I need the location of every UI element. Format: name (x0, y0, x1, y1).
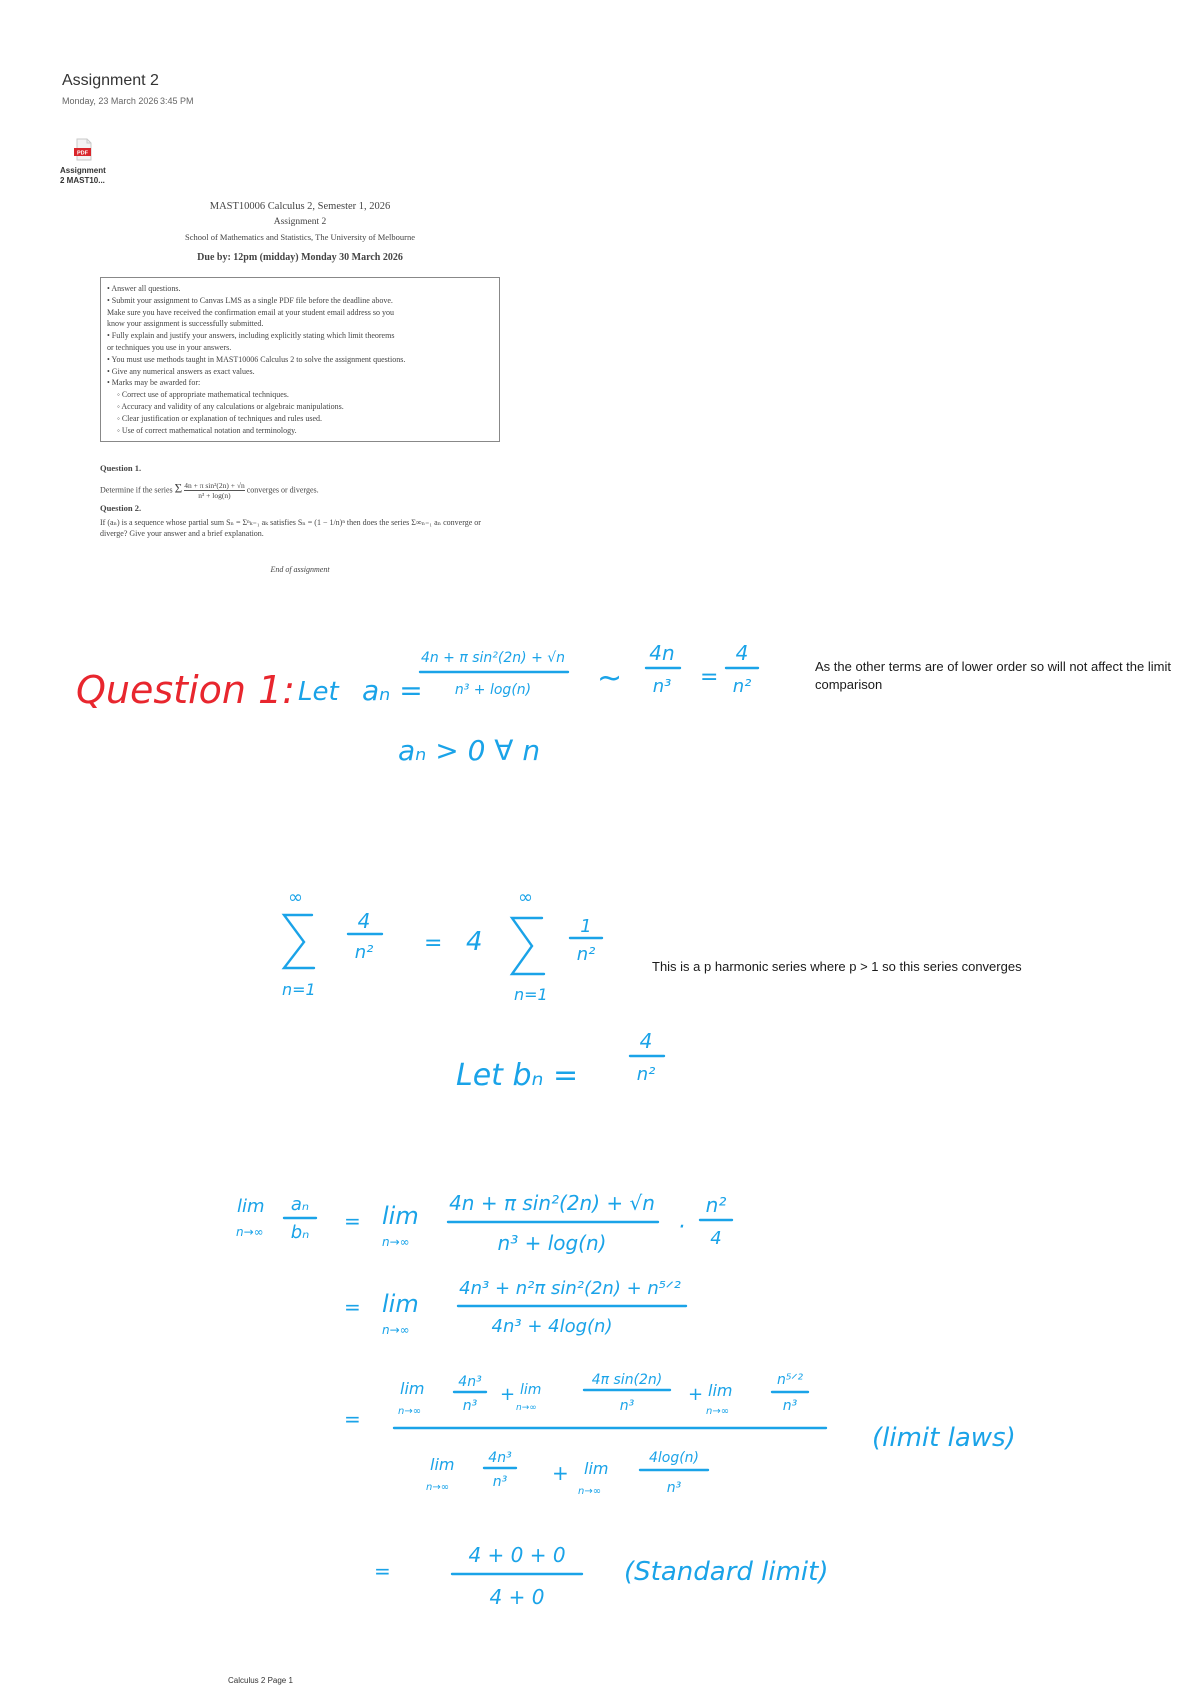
page-date: Monday, 23 March 2026 (62, 96, 159, 106)
pdf-q1-suffix: converges or diverges. (246, 485, 319, 495)
pdf-instruction: • Answer all questions. (107, 284, 181, 293)
let-b-n-numerator: 4 (639, 1029, 653, 1053)
step1-numerator: 4n + π sin²(2n) + √n (449, 1191, 655, 1215)
b-n-denominator: n² (732, 676, 752, 697)
final-equals: = (374, 1559, 391, 1583)
pdf-question1-heading: Question 1. (100, 463, 142, 473)
b-n-numerator: 4 (735, 641, 749, 665)
step2-equals: = (344, 1295, 361, 1319)
pdf-instruction: know your assignment is successfully submitted. (107, 319, 264, 329)
page-time: 3:45 PM (160, 96, 194, 106)
step2-lim-subscript: n→∞ (382, 1323, 410, 1337)
sum-coefficient: 4 (466, 927, 483, 957)
pdf-instruction: • Submit your assignment to Canvas LMS as a single PDF file before the deadline above. (107, 295, 393, 305)
step1-denominator: n³ + log(n) (497, 1231, 607, 1255)
step1-factor-numerator: n² (705, 1193, 727, 1217)
t3-numerator: n⁵ᐟ² (776, 1372, 804, 1388)
step2-lim: lim (382, 1290, 419, 1318)
b2-denominator: n³ (666, 1480, 682, 1496)
page-title: Assignment 2 (62, 72, 159, 89)
multiply-dot: · (678, 1215, 685, 1240)
b1-lim: lim (430, 1455, 455, 1474)
limit-laws-note: (limit laws) (872, 1423, 1016, 1453)
a-n-numerator: 4n + π sin²(2n) + √n (420, 650, 566, 666)
attachment-name-line2: 2 MAST10... (60, 176, 105, 185)
sum2-upper-limit: ∞ (518, 887, 533, 908)
pdf-q1-prefix: Determine if the series (100, 485, 173, 495)
final-numerator: 4 + 0 + 0 (468, 1543, 566, 1567)
limit1-equals: = (344, 1209, 361, 1233)
pdf-instruction: Make sure you have received the confirmation email at your student email address so you (107, 307, 395, 317)
limit2-subscript: n→∞ (382, 1235, 410, 1249)
step2-denominator: 4n³ + 4log(n) (491, 1316, 613, 1337)
b2-lim: lim (584, 1459, 609, 1478)
sum2-lower-limit: n=1 (514, 985, 548, 1004)
approx-symbol: ~ (597, 661, 623, 696)
let-b-n-denominator: n² (636, 1064, 656, 1085)
t-plus-2: + (688, 1384, 704, 1405)
pdf-instruction: • Fully explain and justify your answers, including explicitly stating which limit theorems (107, 331, 395, 341)
b-plus: + (552, 1461, 569, 1485)
t3-lim-sub: n→∞ (706, 1406, 730, 1417)
ratio-numerator: aₙ (290, 1194, 310, 1215)
step2-numerator: 4n³ + n²π sin²(2n) + n⁵ᐟ² (459, 1278, 681, 1299)
sum2-sigma (512, 918, 544, 974)
attachment-name-line1: Assignment (60, 166, 106, 175)
equals-sign: = (700, 665, 719, 690)
t3-denominator: n³ (782, 1398, 798, 1414)
step1-factor-denominator: 4 (710, 1228, 722, 1249)
standard-limit-note: (Standard limit) (624, 1557, 829, 1587)
sum2-numerator: 1 (580, 916, 592, 937)
sum2-denominator: n² (576, 944, 596, 965)
sum-equals-sign: = (424, 931, 443, 956)
t1-denominator: n³ (462, 1398, 478, 1414)
pdf-question1: Determine if the series Σ $\frac{\text{4n + π sin²(2n) + √n}}{\text{n³ + log(n)}}$ converges or diverges. (100, 480, 319, 500)
sum1-denominator: n² (354, 942, 374, 963)
pdf-question2-heading: Question 2. (100, 503, 142, 513)
pdf-badge-label: PDF (77, 150, 88, 157)
pdf-q1-denominator: n³ + log(n) (198, 491, 231, 500)
t1-numerator: 4n³ (458, 1374, 482, 1390)
t2-numerator: 4π sin(2n) (591, 1372, 663, 1388)
t-plus-1: + (500, 1384, 516, 1405)
pdf-due-date: Due by: 12pm (midday) Monday 30 March 2026 (197, 252, 403, 263)
pdf-q1-numerator: 4n + π sin²(2n) + √n (184, 481, 245, 490)
sum1-numerator: 4 (357, 909, 371, 933)
sum1-upper-limit: ∞ (288, 887, 303, 908)
t2-lim-sub: n→∞ (516, 1403, 537, 1413)
t1-lim: lim (400, 1379, 425, 1398)
let-b-n: Let bₙ = (456, 1058, 579, 1093)
pdf-instruction: ◦ Correct use of appropriate mathematical techniques. (117, 390, 289, 400)
t1-lim-sub: n→∞ (398, 1406, 422, 1417)
a-n-denominator: n³ + log(n) (454, 682, 532, 698)
positivity-statement: aₙ > 0 ∀ n (398, 734, 541, 767)
t2-denominator: n³ (619, 1398, 635, 1414)
sum1-lower-limit: n=1 (282, 980, 316, 999)
final-denominator: 4 + 0 (489, 1585, 545, 1609)
a-n-symbol: aₙ = (362, 674, 423, 707)
pdf-instruction: ◦ Accuracy and validity of any calculations or algebraic manipulations. (117, 401, 344, 411)
question1-label: Question 1: (76, 668, 296, 712)
pdf-instruction: ◦ Use of correct mathematical notation and terminology. (117, 425, 297, 435)
approx-denominator: n³ (652, 676, 672, 697)
typed-note-p-series: This is a p harmonic series where p > 1 so this series converges (652, 959, 1022, 974)
page-footer: Calculus 2 Page 1 (228, 1676, 293, 1685)
t2-lim: lim (520, 1382, 542, 1398)
pdf-instruction: • You must use methods taught in MAST10006 Calculus 2 to solve the assignment questions. (107, 354, 406, 364)
pdf-instruction: • Give any numerical answers as exact values. (107, 366, 255, 376)
pdf-instruction: or techniques you use in your answers. (107, 342, 232, 352)
pdf-instruction: ◦ Clear justification or explanation of techniques and rules used. (117, 413, 322, 423)
pdf-course-title: MAST10006 Calculus 2, Semester 1, 2026 (209, 201, 391, 212)
limit2-word: lim (382, 1202, 419, 1230)
typed-note-lower-order: As the other terms are of lower order so will not affect the limit comparison (815, 659, 1171, 692)
t3-lim: lim (708, 1381, 733, 1400)
limit1-subscript: n→∞ (236, 1225, 264, 1239)
b2-lim-sub: n→∞ (578, 1486, 602, 1497)
b1-numerator: 4n³ (488, 1450, 512, 1466)
pdf-end-note: End of assignment (270, 565, 330, 574)
approx-numerator: 4n (649, 641, 675, 665)
b1-denominator: n³ (492, 1474, 508, 1490)
sum1-sigma (284, 915, 314, 968)
let-word: Let (298, 677, 339, 707)
step3-equals: = (344, 1407, 361, 1431)
b2-numerator: 4log(n) (648, 1450, 700, 1466)
ratio-denominator: bₙ (290, 1222, 310, 1243)
b1-lim-sub: n→∞ (426, 1482, 450, 1493)
pdf-assignment-title: Assignment 2 (273, 217, 327, 227)
pdf-school: School of Mathematics and Statistics, The University of Melbourne (184, 232, 415, 242)
limit1-word: lim (237, 1196, 265, 1217)
pdf-instruction: • Marks may be awarded for: (107, 378, 201, 388)
pdf-question2: If (aₙ) is a sequence whose partial sum Sₙ = Σⁿₖ₌₁ aₖ satisfies Sₙ = (1 − 1/n)ⁿ then does the series Σ∞ₙ₌₁ aₙ converge or diverge? Give your answer and a brief explanation. (100, 518, 481, 538)
